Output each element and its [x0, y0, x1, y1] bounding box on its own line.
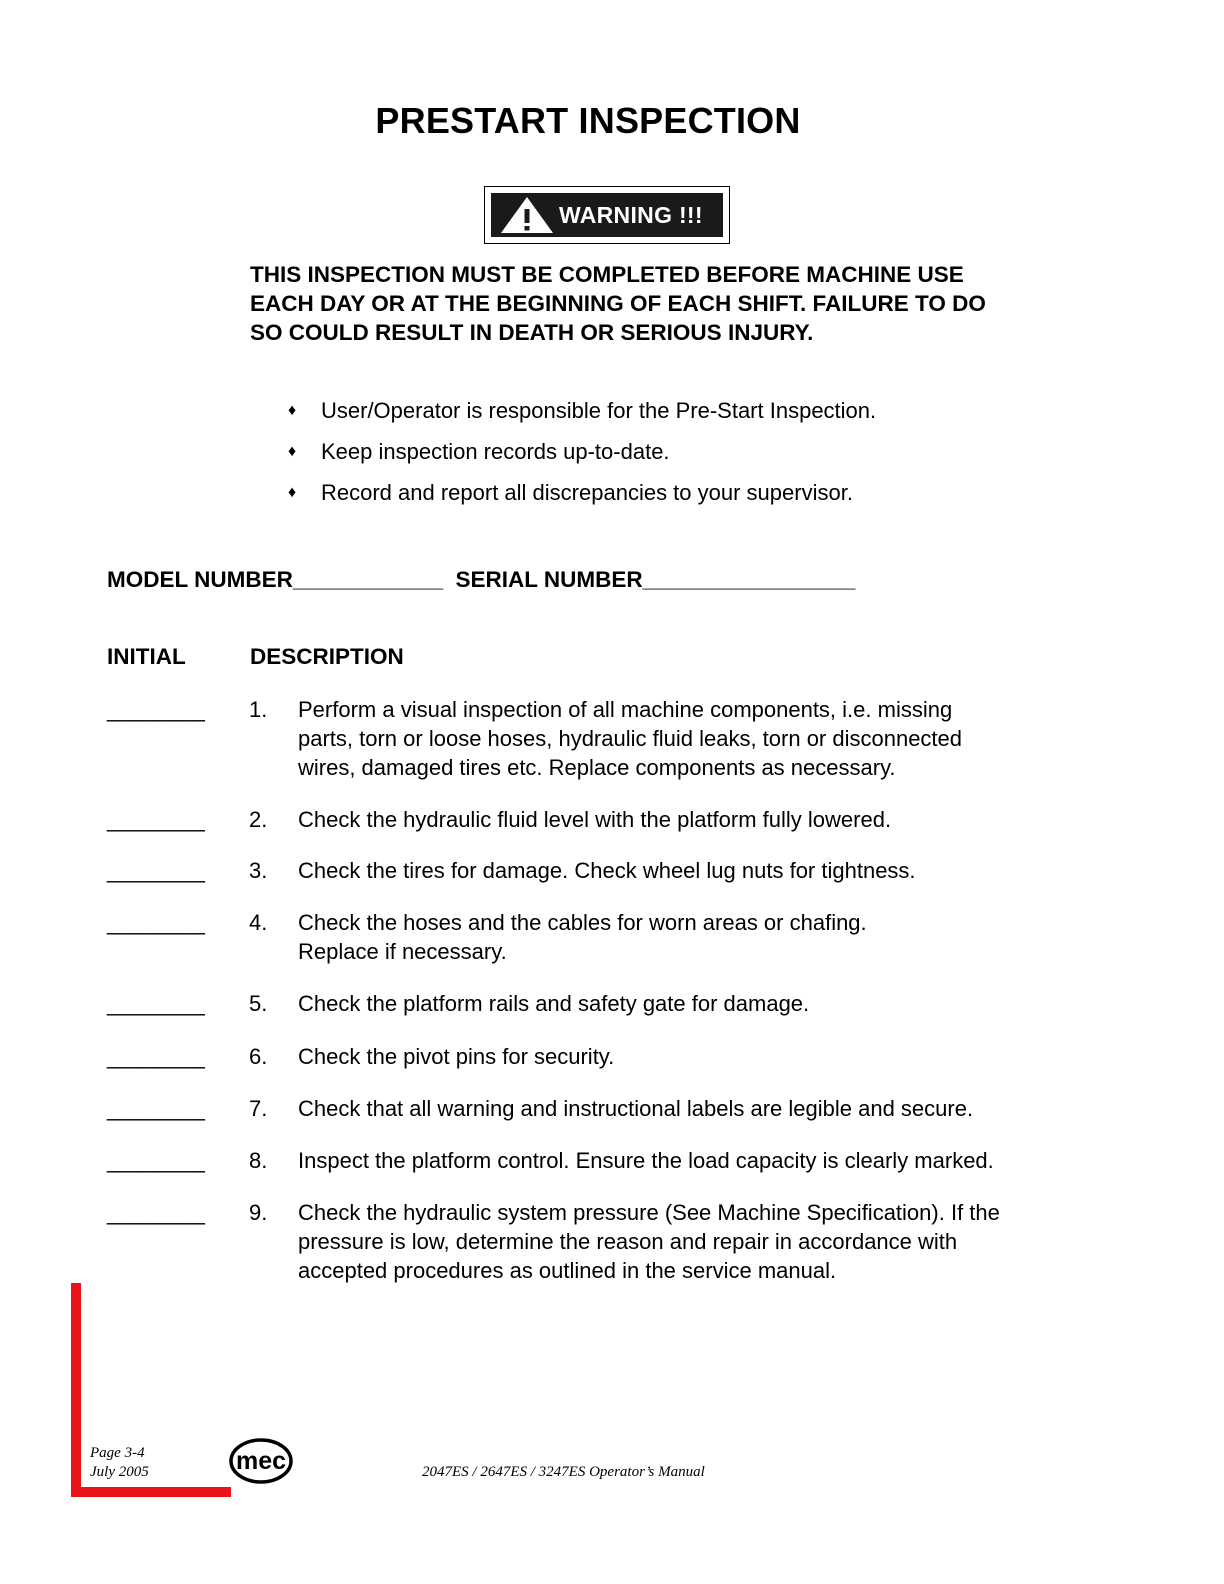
checklist-item: [107, 805, 1107, 834]
checklist-item: [107, 856, 1107, 885]
footer-manual-title: 2047ES / 2647ES / 3247ES Operator’s Manual: [422, 1464, 705, 1480]
footer-accent-bar-horizontal: [71, 1487, 231, 1497]
item-number: 1.: [249, 697, 268, 722]
warning-statement: THIS INSPECTION MUST BE COMPLETED BEFORE MACHINE USE EACH DAY OR AT THE BEGINNING OF EACH SHIFT. FAILURE TO DO SO COULD RESULT IN DEATH OR SERIOUS INJURY.: [250, 262, 986, 345]
initial-blank[interactable]: ________: [107, 1044, 205, 1069]
item-description: Check the hydraulic system pressure (See Machine Specification). If the pressure is low, determine the reason and repair in accordance with accepted procedures as outlined in the service manual.: [298, 1200, 1000, 1283]
initial-blank[interactable]: ________: [107, 807, 205, 832]
checklist-item: [107, 908, 1107, 966]
page-title: PRESTART INSPECTION: [375, 100, 801, 141]
initial-blank[interactable]: ________: [107, 1200, 205, 1225]
checklist-item: [107, 989, 1107, 1018]
checklist-item: [107, 1042, 1107, 1071]
diamond-bullet-icon: ♦: [288, 402, 297, 419]
serial-number-field[interactable]: SERIAL NUMBER_________________: [455, 567, 856, 592]
item-description: Perform a visual inspection of all machine components, i.e. missing parts, torn or loose hoses, hydraulic fluid leaks, torn or disconnected wires, damaged tires etc. Replace components as necessary.: [298, 697, 963, 780]
item-number: 8.: [249, 1148, 268, 1173]
initial-blank[interactable]: ________: [107, 1148, 205, 1173]
list-item: [288, 439, 1008, 480]
bullet-text: Keep inspection records up-to-date.: [321, 439, 670, 464]
initial-blank[interactable]: ________: [107, 991, 205, 1016]
item-description: Inspect the platform control. Ensure the load capacity is clearly marked.: [298, 1148, 994, 1173]
initial-blank[interactable]: ________: [107, 858, 205, 883]
logo-text: mec: [235, 1447, 287, 1475]
identification-fields: [107, 567, 855, 593]
warning-label: WARNING !!!: [559, 201, 703, 228]
footer-page-info: [90, 1444, 149, 1482]
initial-blank[interactable]: ________: [107, 910, 205, 935]
item-number: 6.: [249, 1044, 268, 1069]
item-description: Check the platform rails and safety gate for damage.: [298, 991, 810, 1016]
item-description: Check the tires for damage. Check wheel lug nuts for tightness.: [298, 858, 916, 883]
bullet-text: User/Operator is responsible for the Pre-Start Inspection.: [321, 398, 877, 423]
page-number: Page 3-4: [90, 1445, 145, 1461]
item-description: Check the hydraulic fluid level with the platform fully lowered.: [298, 807, 892, 832]
item-description: Check that all warning and instructional labels are legible and secure.: [298, 1096, 974, 1121]
bullet-text: Record and report all discrepancies to your supervisor.: [321, 480, 853, 505]
item-number: 7.: [249, 1096, 268, 1121]
warning-banner: [484, 186, 730, 244]
responsibility-list: [288, 398, 1008, 521]
checklist-item: [107, 1146, 1107, 1175]
item-description: Check the pivot pins for security.: [298, 1044, 615, 1069]
item-number: 9.: [249, 1200, 268, 1225]
item-number: 2.: [249, 807, 268, 832]
item-number: 4.: [249, 910, 268, 935]
item-description: Check the hoses and the cables for worn areas or chafing. Replace if necessary.: [298, 910, 867, 964]
mec-logo-icon: [228, 1437, 294, 1485]
page-date: July 2005: [90, 1464, 149, 1480]
list-item: [288, 480, 1008, 521]
initial-blank[interactable]: ________: [107, 697, 205, 722]
diamond-bullet-icon: ♦: [288, 443, 297, 460]
column-header-description: DESCRIPTION: [250, 644, 404, 669]
item-number: 5.: [249, 991, 268, 1016]
checklist-item: [107, 1198, 1107, 1285]
footer-accent-bar-vertical: [71, 1283, 81, 1497]
model-number-field[interactable]: MODEL NUMBER____________: [107, 567, 443, 592]
item-number: 3.: [249, 858, 268, 883]
column-header-initial: INITIAL: [107, 644, 186, 669]
checklist-item: [107, 1094, 1107, 1123]
warning-triangle-icon: [499, 195, 555, 235]
initial-blank[interactable]: ________: [107, 1096, 205, 1121]
list-item: [288, 398, 1008, 439]
warning-banner-inner: [491, 193, 723, 237]
checklist-item: [107, 695, 1107, 782]
diamond-bullet-icon: ♦: [288, 484, 297, 501]
